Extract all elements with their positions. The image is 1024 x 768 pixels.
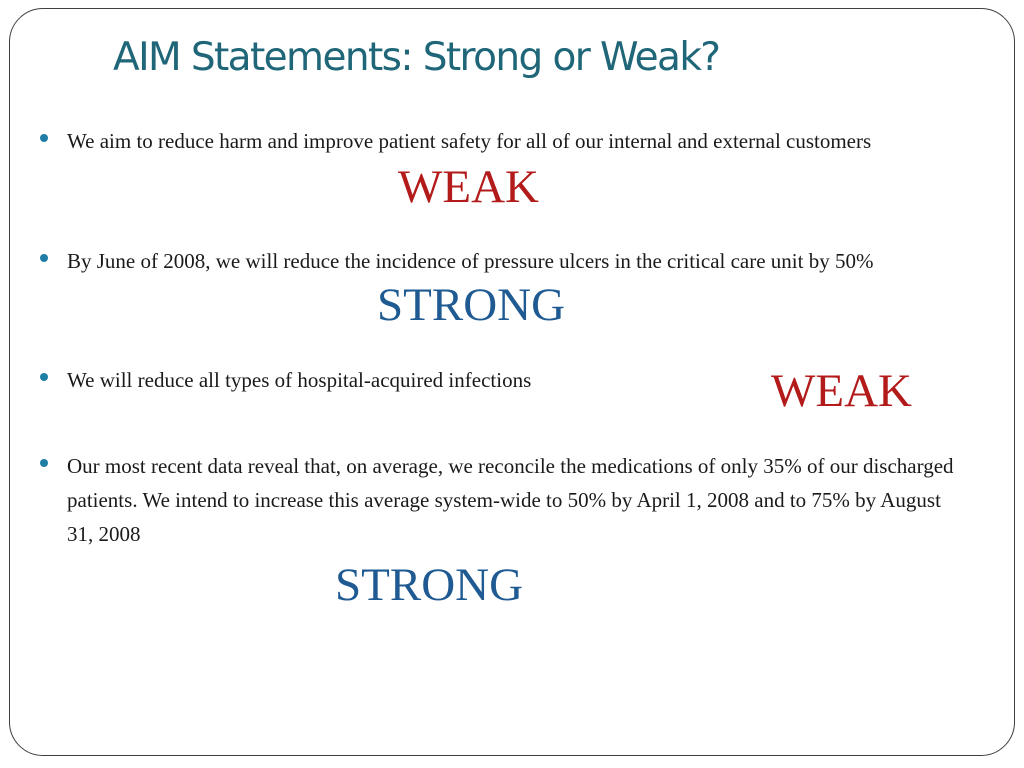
slide-title: AIM Statements: Strong or Weak? [113,35,720,80]
bullet-dot-icon [40,134,48,142]
verdict-label-3: WEAK [771,365,912,417]
bullet-text-3: We will reduce all types of hospital-acquired infections [67,368,532,392]
bullet-dot-icon [40,373,48,381]
bullet-text-1: We aim to reduce harm and improve patient safety for all of our internal and external customers [67,129,872,153]
verdict-label-4: STRONG [335,559,524,611]
bullet-text-2: By June of 2008, we will reduce the incidence of pressure ulcers in the critical care unit by 50% [67,249,874,273]
bullet-item-4 [40,449,970,551]
verdict-label-1: WEAK [398,161,539,213]
bullet-text-4: Our most recent data reveal that, on average, we reconcile the medications of only 35% of our discharged patients. We intend to increase this average system-wide to 50% by April 1, 2008 and to 75% by August 31, 2008 [67,454,954,546]
bullet-dot-icon [40,254,48,262]
bullet-item-1 [40,124,970,158]
bullet-item-2 [40,244,970,278]
bullet-dot-icon [40,459,48,467]
verdict-label-2: STRONG [377,279,566,331]
